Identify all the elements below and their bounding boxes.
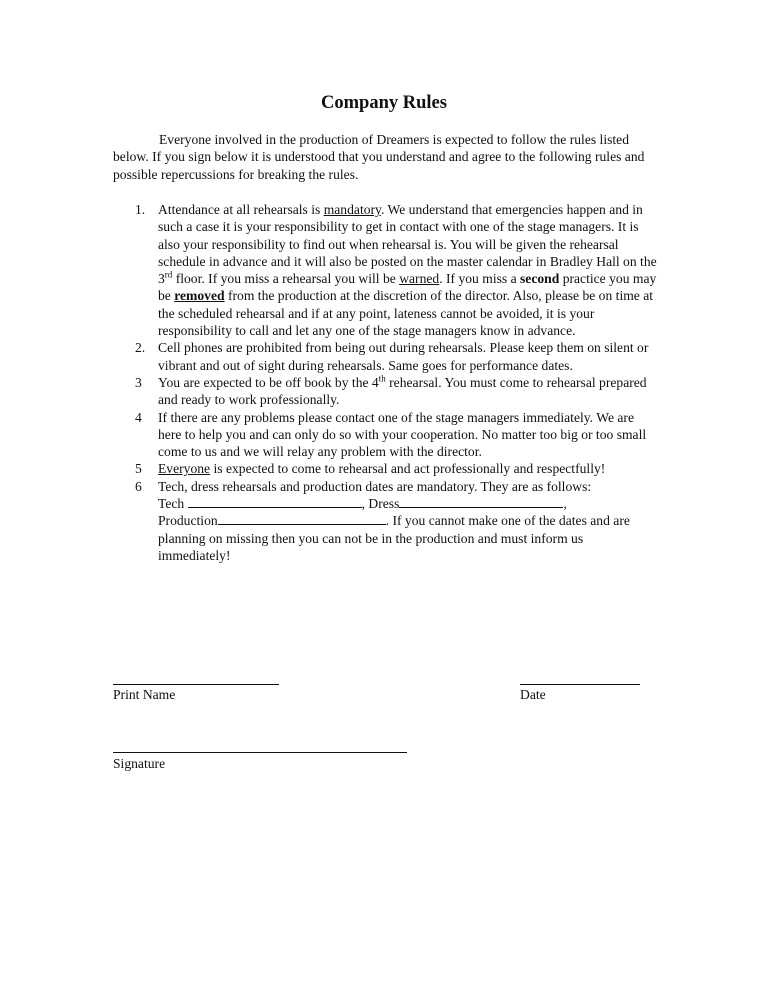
emphasis-mandatory: mandatory <box>323 202 381 217</box>
page-title: Company Rules <box>321 93 447 113</box>
rule-number: 4 <box>135 409 142 425</box>
tech-label: Tech <box>158 496 188 512</box>
intro-paragraph: Everyone involved in the production of Dreamers is expected to follow the rules listed below. If you sign below it is understood that you understand and agree to the following rules and possible repercussions for breaking the rules. <box>113 132 645 182</box>
rule-item-4 <box>113 409 658 461</box>
rule-text: Tech, dress rehearsals and production dates are mandatory. They are as follows: Tech , Dress , Production . If you cannot make one of the dates and are planning on missing then you can not be in the production and must inform us immediately! <box>158 478 630 563</box>
rule-item-5 <box>113 460 658 477</box>
dress-date-blank[interactable] <box>399 495 563 508</box>
rule-number: 1. <box>135 202 146 217</box>
rule-number: 6 <box>135 478 142 494</box>
dress-label: Dress <box>368 496 400 512</box>
print-name-line[interactable] <box>113 684 279 685</box>
date-label: Date <box>520 687 546 702</box>
emphasis-second: second <box>520 271 560 287</box>
signature-line[interactable] <box>113 752 407 753</box>
rule-item-6 <box>113 478 658 564</box>
tech-date-blank[interactable] <box>188 495 362 508</box>
rules-list <box>113 201 658 564</box>
signature-label: Signature <box>113 756 166 771</box>
date-line[interactable] <box>520 684 640 685</box>
rule-text: Everyone is expected to come to rehearsal and act professionally and respectfully! <box>158 461 606 477</box>
emphasis-everyone: Everyone <box>158 461 211 477</box>
rule-text: Attendance at all rehearsals is mandatory. We understand that emergencies happen and in such a case it is your responsibility to get in contact with one of the stage managers. It is also your responsibility to find out when rehearsal is. You will be given the rehearsal schedule in advance and it will also be posted on the master calendar in Bradley Hall on the 3rd floor. If you miss a rehearsal you will be warned. If you miss a second practice you may be removed from the production at the discretion of the director. Also, please be on time at the scheduled rehearsal and if at any point, lateness cannot be avoided, it is your responsibility to call and let any one of the stage managers know in advance. <box>158 202 657 339</box>
production-date-blank[interactable] <box>218 512 386 525</box>
production-label: Production <box>158 513 218 529</box>
rule-text: If there are any problems please contact one of the stage managers immediately. We are here to help you and can only do so with your cooperation. No matter too big or too small come to us and we will relay any problem with the director. <box>158 409 647 460</box>
rule-item-1 <box>113 201 658 339</box>
rule-item-3 <box>113 374 658 409</box>
rule-text: Cell phones are prohibited from being out during rehearsals. Please keep them on silent or vibrant and out of sight during rehearsals. Same goes for performance dates. <box>158 340 649 373</box>
rule-number: 3 <box>135 374 142 390</box>
print-name-label: Print Name <box>113 687 176 702</box>
rule-item-2 <box>113 339 658 374</box>
emphasis-warned: warned <box>399 271 440 287</box>
emphasis-removed: removed <box>174 288 225 304</box>
rule-text: You are expected to be off book by the 4th rehearsal. You must come to rehearsal prepared and ready to work professionally. <box>158 373 647 408</box>
rule-number: 2. <box>135 340 146 356</box>
rule-number: 5 <box>135 461 142 477</box>
